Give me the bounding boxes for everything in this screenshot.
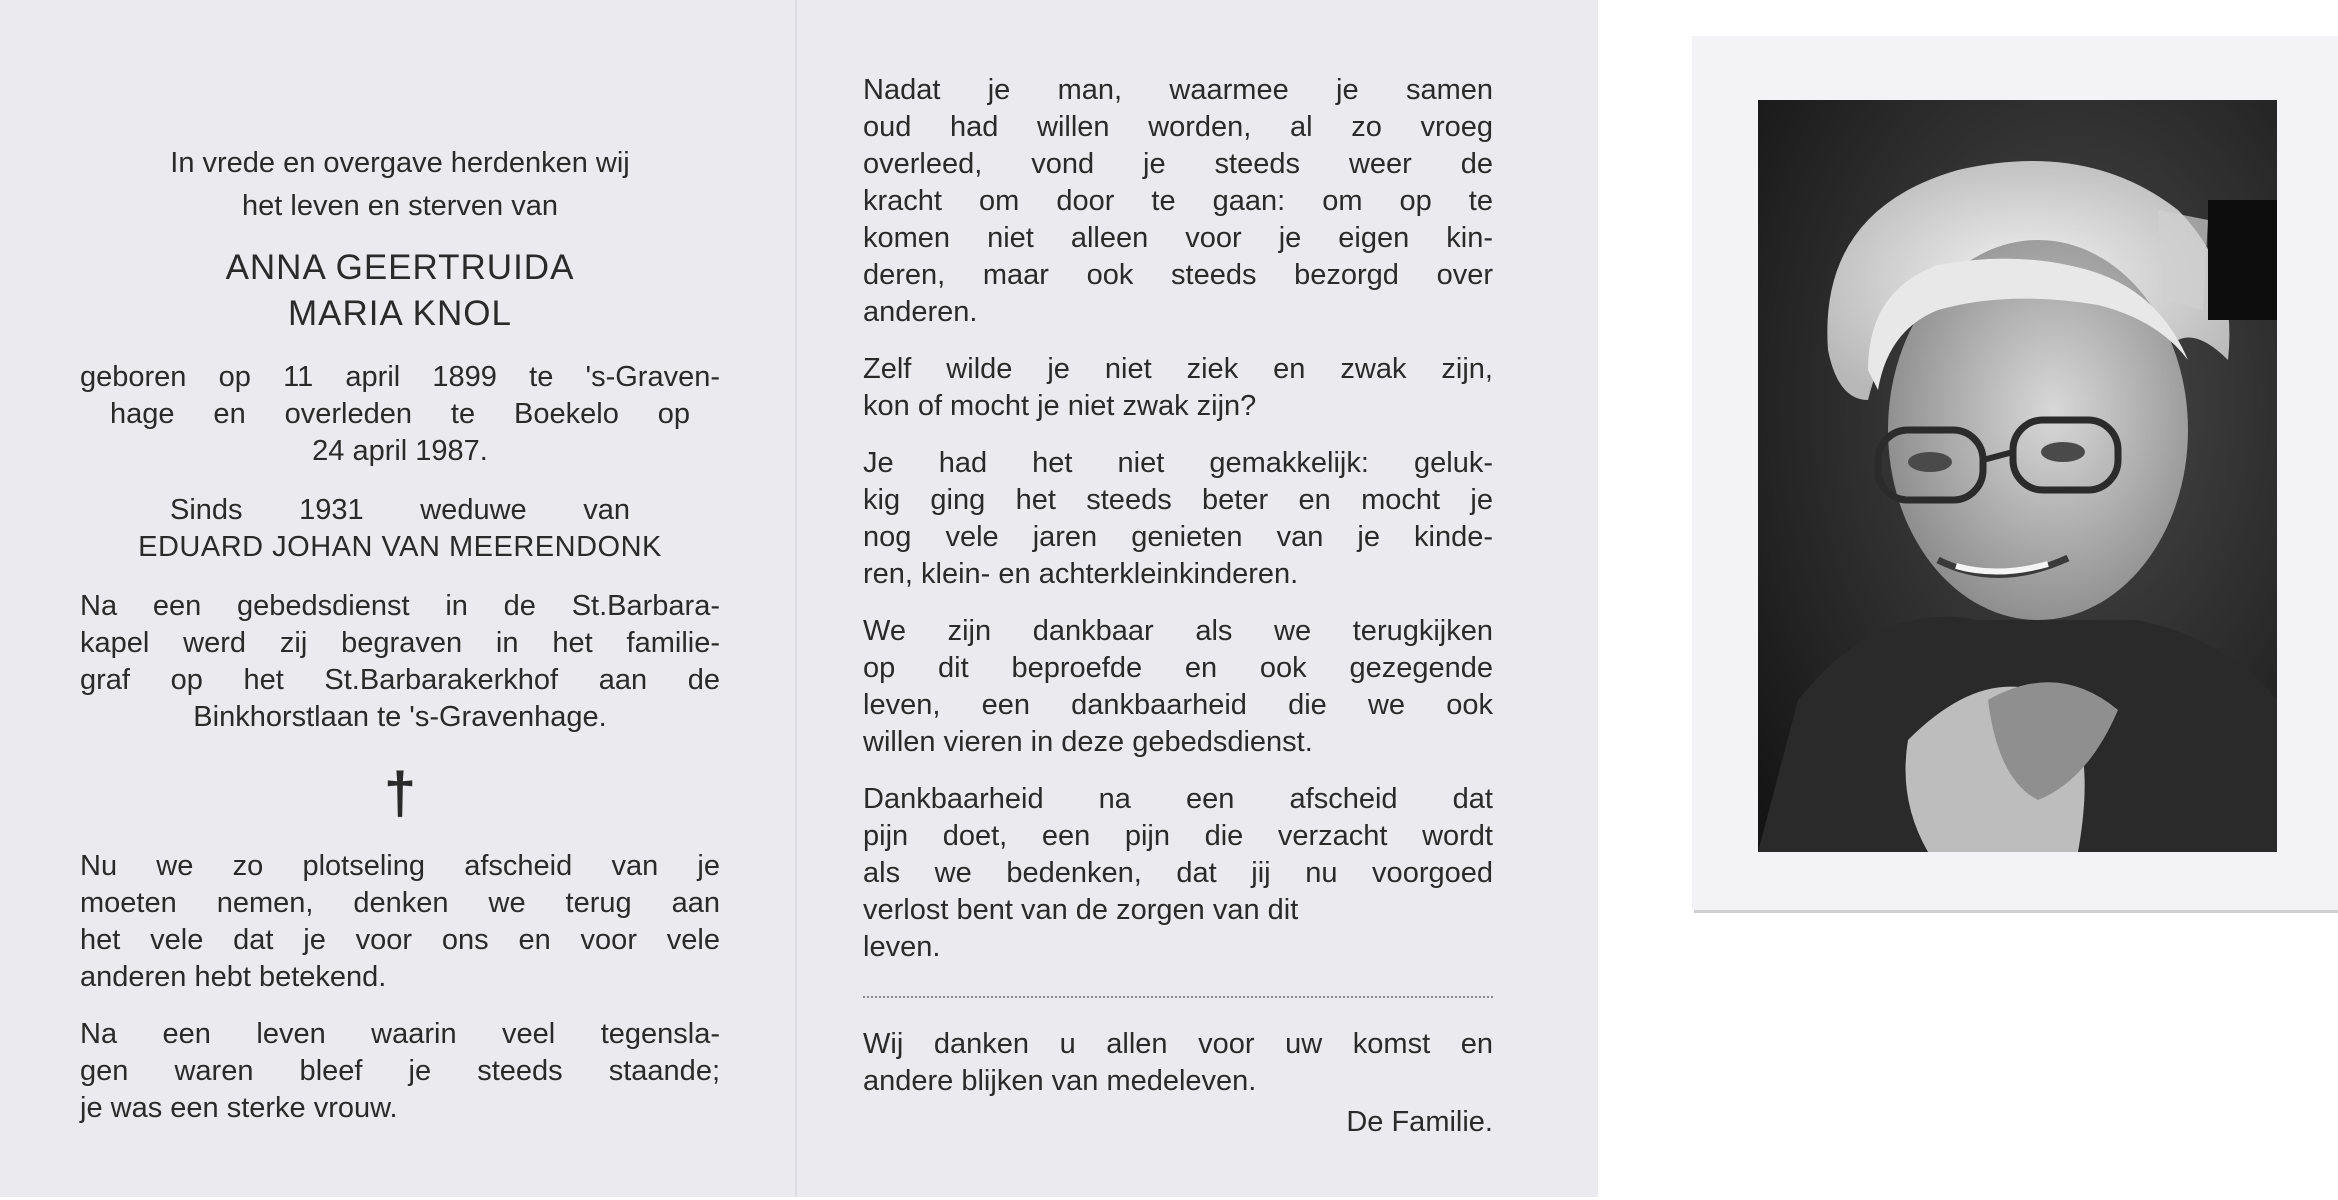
burial-line: graf op het St.Barbarakerkhof aan de (80, 664, 720, 696)
text-line: kracht om door te gaan: om op te (863, 185, 1493, 217)
text-line: overleed, vond je steeds weer de (863, 148, 1493, 180)
text-line: komen niet alleen voor je eigen kin- (863, 222, 1493, 254)
divider (863, 996, 1493, 998)
text-line: anderen. (863, 296, 978, 328)
text-line: het vele dat je voor ons en voor vele (80, 924, 720, 956)
birth-line: 24 april 1987. (312, 435, 488, 467)
text-line: Nu we zo plotseling afscheid van je (80, 850, 720, 882)
widow-line: Sinds 1931 weduwe van (170, 494, 630, 526)
thanks-line: andere blijken van medeleven. (863, 1065, 1257, 1097)
thanks-line: Wij danken u allen voor uw komst en (863, 1028, 1493, 1060)
intro-line: In vrede en overgave herdenken wij (170, 147, 630, 179)
deceased-name: ANNA GEERTRUIDA (225, 248, 575, 287)
birth-line: hage en overleden te Boekelo op (110, 398, 690, 430)
text-line: Zelf wilde je niet ziek en zwak zijn, (863, 353, 1493, 385)
text-line: Dankbaarheid na een afscheid dat (863, 783, 1493, 815)
text-line: nog vele jaren genieten van je kinde- (863, 521, 1493, 553)
card-fold (795, 0, 797, 1197)
text-line: leven. (863, 931, 941, 963)
intro-line: het leven en sterven van (242, 190, 558, 222)
text-line: Nadat je man, waarmee je samen (863, 74, 1493, 106)
portrait-photo (1758, 100, 2277, 852)
text-line: moeten nemen, denken we terug aan (80, 887, 720, 919)
birth-line: geboren op 11 april 1899 te 's-Graven- (80, 361, 720, 393)
text-line: willen vieren in deze gebedsdienst. (863, 726, 1313, 758)
burial-line: Na een gebedsdienst in de St.Barbara- (80, 590, 720, 622)
text-line: je was een sterke vrouw. (80, 1092, 398, 1124)
text-line: gen waren bleef je steeds staande; (80, 1055, 720, 1087)
text-line: anderen hebt betekend. (80, 961, 387, 993)
text-line: verlost bent van de zorgen van dit (863, 894, 1299, 926)
text-line: kon of mocht je niet zwak zijn? (863, 390, 1257, 422)
text-line: oud had willen worden, al zo vroeg (863, 111, 1493, 143)
signature: De Familie. (1346, 1106, 1493, 1138)
text-line: pijn doet, een pijn die verzacht wordt (863, 820, 1493, 852)
text-line: leven, een dankbaarheid die we ook (863, 689, 1493, 721)
husband-name: EDUARD JOHAN VAN MEERENDONK (138, 531, 662, 563)
text-line: op dit beproefde en ook gezegende (863, 652, 1493, 684)
text-line: deren, maar ook steeds bezorgd over (863, 259, 1493, 291)
text-line: ren, klein- en achterkleinkinderen. (863, 558, 1299, 590)
text-line: kig ging het steeds beter en mocht je (863, 484, 1493, 516)
text-line: Na een leven waarin veel tegensla- (80, 1018, 720, 1050)
burial-line: Binkhorstlaan te 's-Gravenhage. (193, 701, 607, 733)
text-line: als we bedenken, dat jij nu voorgoed (863, 857, 1493, 889)
right-panel (863, 72, 1493, 1141)
deceased-name: MARIA KNOL (288, 294, 512, 333)
text-line: Je had het niet gemakkelijk: geluk- (863, 447, 1493, 479)
text-line: We zijn dankbaar als we terugkijken (863, 615, 1493, 647)
burial-line: kapel werd zij begraven in het familie- (80, 627, 720, 659)
cross-icon: † (383, 761, 417, 826)
left-panel (80, 145, 720, 1127)
portrait-image (1758, 100, 2277, 852)
